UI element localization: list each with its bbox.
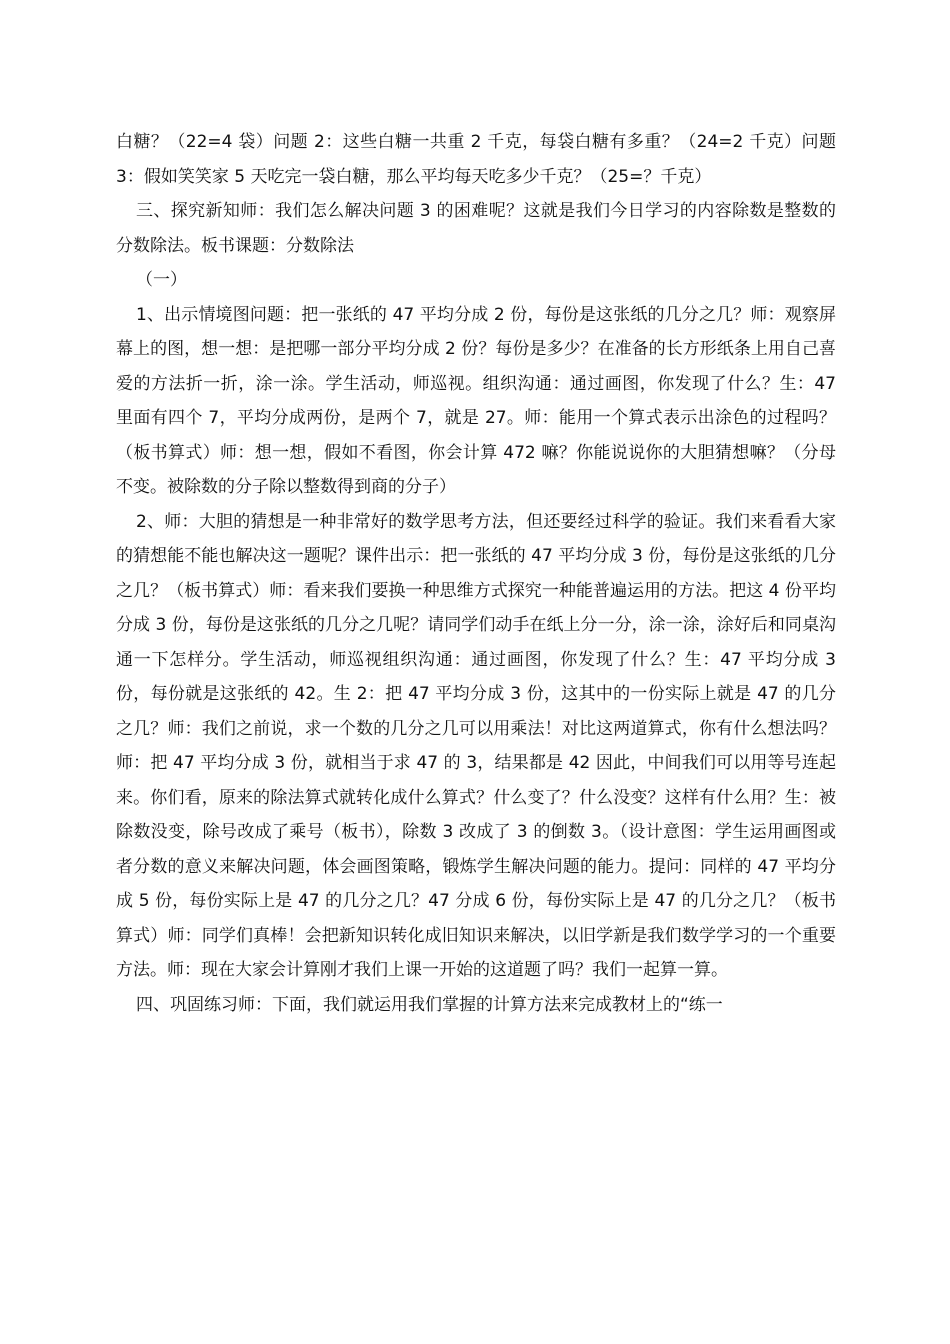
- paragraph-subsection-1: （一）: [136, 270, 187, 290]
- paragraph-section-4-heading: 四、巩固练习师：下面，我们就运用我们掌握的计算方法来完成教材上的“练一: [136, 994, 723, 1015]
- paragraph-step-2: 2、师：大胆的猜想是一种非常好的数学思考方法，但还要经过科学的验证。我们来看看大家的猜想能不能也解决这一题呢？课件出示：把一张纸的 47 平均分成 3 份，每份是这张纸的几分之几？（板书算式）师：看来我们要换一种思维方式探究一种能普遍运用的方法。把这 4 份平均分成 3 份，每份是这张纸的几分之几呢？请同学们动手在纸上分一分，涂一涂，涂好后和同桌沟通一下怎样分。学生活动，师巡视组织沟通：通过画图，你发现了什么？生：47 平均分成 3 份，每份就是这张纸的 42。生 2：把 47 平均分成 3 份，这其中的一份实际上就是 47 的几分之几？师：我们之前说，求一个数的几分之几可以用乘法！对比这两道算式，你有什么想法吗？师：把 47 平均分成 3 份，就相当于求 47 的 3，结果都是 42 因此，中间我们可以用等号连起来。你们看，原来的除法算式就转化成什么算式？什么变了？什么没变？这样有什么用？生：被除数没变，除号改成了乘号（板书），除数 3 改成了 3 的倒数 3。（设计意图：学生运用画图或者分数的意义来解决问题，体会画图策略，锻炼学生解决问题的能力。提问：同样的 47 平均分成 5 份，每份实际上是 47 的几分之几？47 分成 6 份，每份实际上是 47 的几分之几？（板书算式）师：同学们真棒！会把新知识转化成旧知识来解决，以旧学新是我们数学学习的一个重要方法。师：现在大家会计算刚才我们上课一开始的这道题了吗？我们一起算一算。: [116, 511, 836, 980]
- paragraph-section-3-heading: 三、探究新知师：我们怎么解决问题 3 的困难呢？这就是我们今日学习的内容除数是整数的分数除法。板书课题：分数除法: [116, 201, 836, 256]
- paragraph-step-1: 1、出示情境图问题：把一张纸的 47 平均分成 2 份，每份是这张纸的几分之几？师：观察屏幕上的图，想一想：是把哪一部分平均分成 2 份？每份是多少？在准备的长方形纸条上用自己喜爱的方法折一折，涂一涂。学生活动，师巡视。组织沟通：通过画图，你发现了什么？生：47 里面有四个 7，平均分成两份，是两个 7，就是 27。师：能用一个算式表示出涂色的过程吗？（板书算式）师：想一想，假如不看图，你会计算 472 嘛？你能说说你的大胆猜想嘛？（分母不变。被除数的分子除以整数得到商的分子）: [116, 304, 836, 497]
- paragraph-problems-continued: 白糖？（22=4 袋）问题 2：这些白糖一共重 2 千克，每袋白糖有多重？（24=2 千克）问题 3：假如笑笑家 5 天吃完一袋白糖，那么平均每天吃多少千克？（25=？千克）: [116, 132, 836, 187]
- document-body: [116, 125, 836, 1022]
